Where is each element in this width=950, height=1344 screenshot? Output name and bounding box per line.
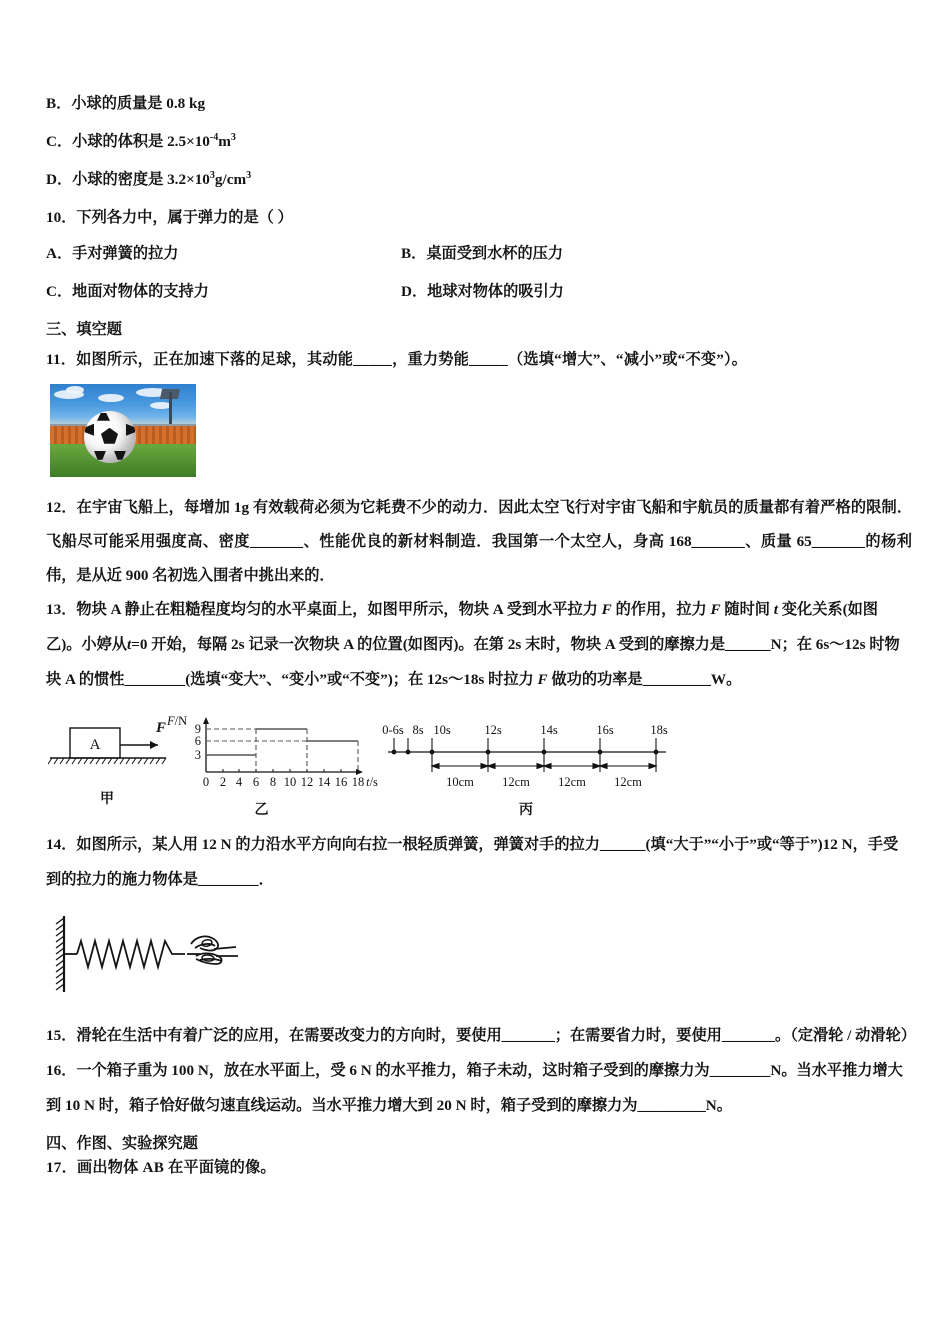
x-tick-2: 2 <box>219 775 227 790</box>
figure-bing <box>376 714 686 819</box>
q13-part-6: 做功的功率是_________W。 <box>547 671 742 689</box>
x-tick-18: 18 <box>351 775 365 790</box>
question-16-text: 16．一个箱子重为 100 N，放在水平面上，受 6 N 的水平推力，箱子未动，这时箱子受到的摩擦力为________N。当水平推力增大到 10 N 时，箱子恰好做匀速直线运动。当水平推力增大到 20 N 时，箱子受到的摩擦力为_________N。 <box>46 1062 903 1115</box>
question-15-text: 15．滑轮在生活中有着广泛的应用，在需要改变力的方向时，要使用_______；在需要省力时，要使用_______。（定滑轮 / 动滑轮） <box>46 1027 916 1045</box>
soccer-ball-stadium-image <box>50 384 196 477</box>
position-timeline-diagram <box>376 714 676 794</box>
figure-bing-caption: 丙 <box>519 803 533 819</box>
soccer-ball-icon <box>84 411 136 463</box>
ball-patch <box>114 451 126 460</box>
time-label-8s: 8s <box>412 723 424 738</box>
question-13-figures <box>46 714 912 822</box>
time-label-0-6s: 0-6s <box>382 723 404 738</box>
figure-jia <box>48 714 178 808</box>
q13-part-4: 变化关系(如图乙)。小婷从 <box>46 601 878 654</box>
time-label-18s: 18s <box>650 723 668 738</box>
y-axis-label: F/N <box>167 714 188 729</box>
q13-symbol-t0: t <box>127 636 132 654</box>
force-arrow-head <box>150 741 158 749</box>
q13-part-2: 的作用，拉力 <box>611 601 711 619</box>
table-hatching <box>48 758 166 764</box>
q10-option-b-label: 桌面受到水杯的压力 <box>426 245 564 262</box>
distance-label-4: 12cm <box>614 775 642 790</box>
option-b-q9 <box>46 92 912 113</box>
time-label-14s: 14s <box>540 723 558 738</box>
distance-label-2: 12cm <box>502 775 530 790</box>
x-axis-label: t/s <box>366 775 378 790</box>
option-d-text: 小球的密度是 3.2×10 <box>72 171 210 188</box>
spring-coil <box>77 941 185 967</box>
question-11-text: 11．如图所示，正在加速下落的足球，其动能_____，重力势能_____（选填“增大”、“减小”或“不变”）。 <box>46 351 748 368</box>
cloud-icon <box>66 386 84 394</box>
x-tick-6: 6 <box>252 775 260 790</box>
q13-symbol-f-1: F <box>601 601 612 619</box>
ball-patch <box>94 451 106 460</box>
option-c-sep: ． <box>56 133 73 150</box>
y-tick-6: 6 <box>194 734 201 749</box>
question-17-text: 17．画出物体 AB 在平面镜的像。 <box>46 1159 276 1177</box>
option-b-text: 小球的质量是 0.8 kg <box>71 95 206 112</box>
soccer-figure-wrap <box>50 384 912 477</box>
option-d-unit: g/cm <box>214 171 247 188</box>
q10-option-a-letter: A <box>46 245 57 262</box>
question-10-options-row-2 <box>46 280 912 301</box>
option-d-exponent-1: 3 <box>209 169 215 181</box>
block-on-table-diagram <box>48 714 178 788</box>
q10-option-d-label: 地球对物体的吸引力 <box>427 283 564 300</box>
question-10-option-c <box>46 280 401 301</box>
option-d-sep: ． <box>56 171 73 188</box>
y-tick-3: 3 <box>194 748 201 763</box>
option-d-q9 <box>46 168 912 189</box>
spring-figure-wrap <box>50 910 912 1003</box>
figure-yi <box>164 714 379 819</box>
question-10-option-d <box>401 280 564 301</box>
y-axis-arrow <box>203 717 209 724</box>
ball-pentagon <box>101 428 118 444</box>
section-4-title: 四、作图、实验探究题 <box>46 1135 198 1153</box>
option-c-label: C <box>46 133 57 150</box>
q10-option-a-label: 手对弹簧的拉力 <box>72 245 179 262</box>
question-12-text: 12．在宇宙飞船上，每增加 1g 有效载荷必须为它耗费不少的动力．因此太空飞行对宇宙飞船和宇航员的质量都有着严格的限制．飞船尽可能采用强度高、密度_______、性能优良的新材料制造．我国第一个太空人，身高 168_______、质量 65_______的杨利伟，是从近 900 名初选入围者中挑出来的． <box>46 498 912 585</box>
spring-hand-diagram <box>50 910 280 998</box>
x-tick-labels <box>203 775 364 789</box>
q13-symbol-f-2: F <box>710 601 721 619</box>
x-tick-14: 14 <box>317 775 331 790</box>
y-tick-9: 9 <box>194 722 201 737</box>
q10-option-c-letter: C <box>46 283 57 300</box>
ball-patch <box>85 424 94 436</box>
q13-symbol-f-3: F <box>537 671 548 689</box>
page-content <box>46 92 916 1190</box>
x-tick-0: 0 <box>202 775 210 790</box>
q10-option-c-sep: ． <box>56 283 73 300</box>
option-d-label: D <box>46 171 57 188</box>
time-label-12s: 12s <box>484 723 502 738</box>
time-label-10s: 10s <box>433 723 451 738</box>
option-c-q9 <box>46 130 912 151</box>
q10-option-c-label: 地面对物体的支持力 <box>72 283 209 300</box>
x-tick-8: 8 <box>269 775 277 790</box>
option-b-sep: ． <box>56 95 72 112</box>
option-c-exponent-1: -4 <box>209 131 219 143</box>
distance-label-3: 12cm <box>558 775 586 790</box>
q10-option-b-sep: ． <box>411 245 427 262</box>
x-tick-12: 12 <box>300 775 314 790</box>
x-tick-10: 10 <box>283 775 297 790</box>
block-a-label: A <box>89 737 101 754</box>
stadium-light-pole-icon <box>169 392 172 426</box>
x-tick-16: 16 <box>334 775 348 790</box>
distance-labels <box>446 775 642 789</box>
x-tick-4: 4 <box>235 775 243 790</box>
option-b-label: B <box>46 95 57 112</box>
option-d-exponent-2: 3 <box>246 169 252 181</box>
option-c-exponent-2: 3 <box>230 131 236 143</box>
q13-part-3: 随时间 <box>720 601 774 619</box>
time-label-16s: 16s <box>596 723 614 738</box>
q13-symbol-t: t <box>773 601 779 619</box>
force-label-f: F <box>156 720 167 737</box>
force-time-graph <box>164 714 379 794</box>
q13-part-1: 13．物块 A 静止在粗糙程度均匀的水平桌面上，如图甲所示，物块 A 受到水平拉力 <box>46 601 602 619</box>
time-labels <box>382 723 668 737</box>
cloud-icon <box>98 394 124 402</box>
question-14-text: 14．如图所示，某人用 12 N 的力沿水平方向向右拉一根轻质弹簧，弹簧对手的拉力______(填“大于”“小于”或“等于”)12 N，手受到的拉力的施力物体是________． <box>46 836 899 889</box>
q10-option-a-sep: ． <box>56 245 73 262</box>
option-c-text: 小球的体积是 2.5×10 <box>72 133 210 150</box>
page-tail-space <box>46 1180 912 1190</box>
option-c-unit: m <box>218 133 231 150</box>
section-3-title: 三、填空题 <box>46 321 122 338</box>
question-10-options-row-1 <box>46 242 912 263</box>
question-13-text <box>46 593 912 698</box>
figure-yi-caption: 乙 <box>254 803 269 819</box>
distance-label-1: 10cm <box>446 775 474 790</box>
q10-option-b-letter: B <box>401 245 412 262</box>
question-10-stem: 10．下列各力中，属于弹力的是（ ） <box>46 209 293 226</box>
wall-hatching <box>56 918 64 990</box>
ball-patch <box>126 424 135 436</box>
q13-part-5: =0 开始，每隔 2s 记录一次物块 A 的位置(如图丙)。在第 2s 末时，物块 A 受到的摩擦力是______N；在 6s～12s 时物块 A 的惯性________(选填“变大”、“变小”或“不变”)；在 12s～18s 时拉力 <box>46 636 900 689</box>
ball-patch <box>97 413 110 421</box>
q10-option-d-sep: ． <box>411 283 428 300</box>
measurement-drop-lines <box>432 752 656 772</box>
figure-jia-caption: 甲 <box>100 792 114 808</box>
q10-option-d-letter: D <box>401 283 412 300</box>
question-10-option-a <box>46 242 401 263</box>
question-10-option-b <box>401 242 563 263</box>
